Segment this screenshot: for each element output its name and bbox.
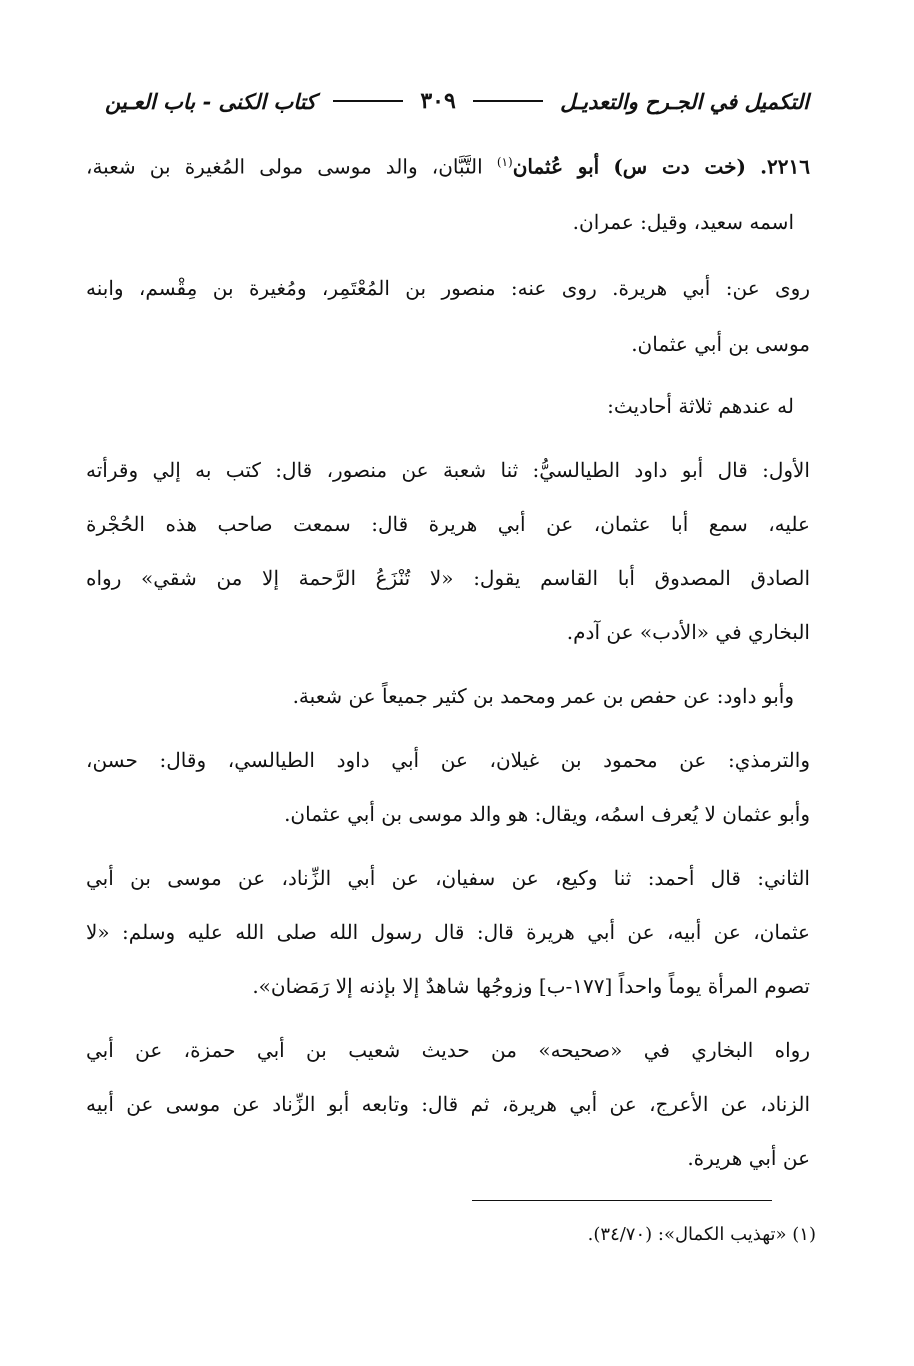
text-line: وأبو داود: عن حفص بن عمر ومحمد بن كثير جميعاً عن شعبة.: [292, 684, 794, 708]
text-line: وأبو عثمان لا يُعرف اسمُه، ويقال: هو والد موسى بن أبي عثمان.: [284, 802, 810, 826]
text-line: عن أبي هريرة.: [687, 1146, 810, 1170]
entry-heading-line: [86, 142, 810, 182]
text-line: روى عن: أبي هريرة. روى عنه: منصور بن المُعْتَمِر، ومُغيرة بن مِقْسم، وابنه: [86, 276, 810, 300]
footnote: (١) «تهذيب الكمال»: (٣٤/٧٠).: [587, 1224, 816, 1245]
running-header: [105, 84, 809, 118]
header-rule: [473, 100, 543, 102]
header-rule: [333, 100, 403, 102]
entry-symbols: (خت دت س): [613, 154, 746, 179]
text-line: الصادق المصدوق أبا القاسم يقول: «لا تُنْزَعُ الرَّحمة إلا من شقي» رواه: [86, 566, 810, 590]
entry-line-rest: التَّبَّان، والد موسى مولى المُغيرة بن شعبة،: [86, 154, 483, 179]
text-line: الأول: قال أبو داود الطيالسيُّ: ثنا شعبة عن منصور، قال: كتب به إلي وقرأته: [86, 458, 810, 482]
text-line: تصوم المرأة يوماً واحداً [١٧٧-ب] وزوجُها شاهدٌ إلا بإذنه إلا رَمَضان».: [252, 974, 810, 998]
page-number: ٣٠٩: [420, 88, 456, 114]
text-line: والترمذي: عن محمود بن غيلان، عن أبي داود الطيالسي، وقال: حسن،: [86, 748, 810, 772]
entry-name: أبو عُثمان: [512, 154, 600, 179]
header-book-title: التكميل في الجـرح والتعديـل: [560, 88, 809, 114]
text-line: رواه البخاري في «صحيحه» من حديث شعيب بن أبي حمزة، عن أبي: [86, 1038, 811, 1062]
text-line: البخاري في «الأدب» عن آدم.: [566, 620, 810, 644]
text-line: عليه، سمع أبا عثمان، عن أبي هريرة قال: سمعت صاحب هذه الحُجْرة: [86, 512, 810, 536]
footnote-marker: (١): [496, 155, 513, 169]
text-line: له عندهم ثلاثة أحاديث:: [607, 394, 794, 418]
text-line: اسمه سعيد، وقيل: عمران.: [572, 210, 794, 234]
footnote-separator: [472, 1200, 772, 1201]
text-line: عثمان، عن أبيه، عن أبي هريرة قال: قال رسول الله صلى الله عليه وسلم: «لا: [86, 920, 810, 944]
text-line: الزناد، عن الأعرج، عن أبي هريرة، ثم قال: وتابعه أبو الزِّناد عن موسى عن أبيه: [86, 1092, 810, 1116]
text-line: موسى بن أبي عثمان.: [631, 332, 810, 356]
entry-number: ٢٢١٦.: [760, 154, 810, 179]
text-line: الثاني: قال أحمد: ثنا وكيع، عن سفيان، عن أبي الزِّناد، عن موسى بن أبي: [86, 866, 810, 890]
header-chapter: كتاب الكنى - باب العـين: [105, 88, 316, 114]
